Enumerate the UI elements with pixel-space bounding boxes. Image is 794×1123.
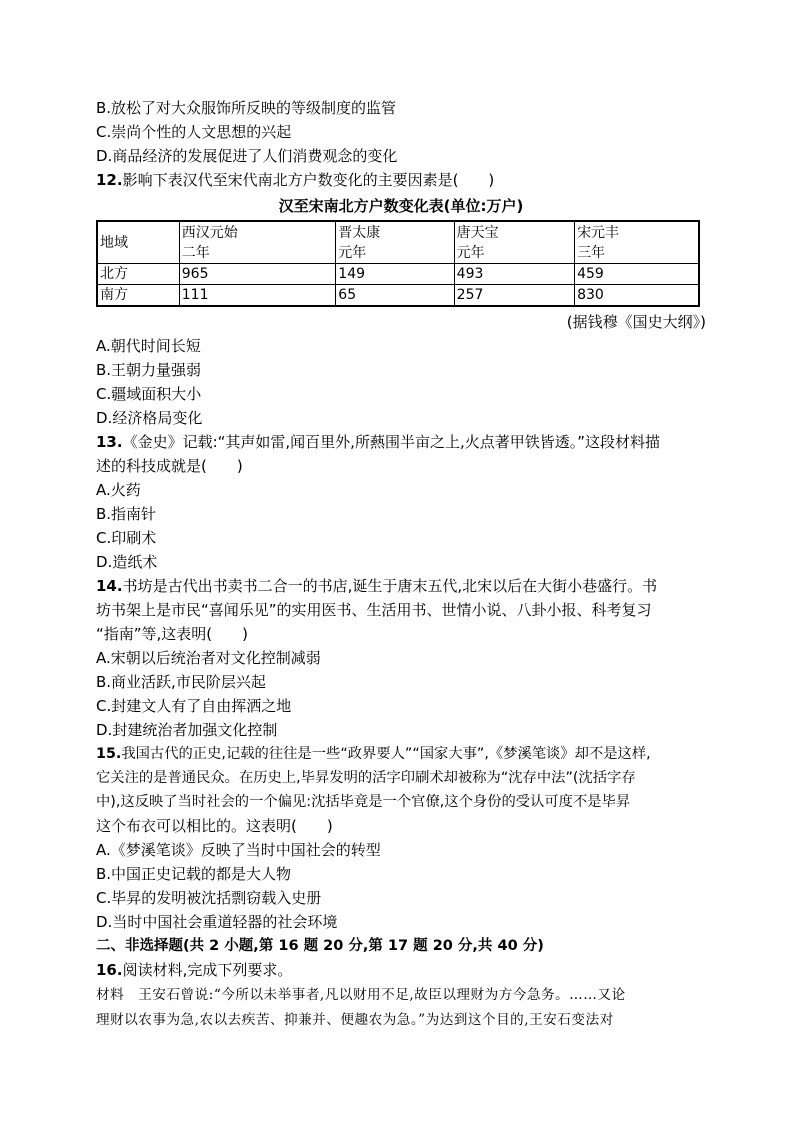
q15-stem-line3: 中),这反映了当时社会的一个偏见:沈括毕竟是一个官僚,这个身份的受认可度不是毕昇 <box>96 794 631 810</box>
table-cell: 459 <box>575 264 699 285</box>
q14-option-d: D.封建统治者加强文化控制 <box>96 721 278 739</box>
table-cell: 65 <box>336 285 454 307</box>
table-cell: 830 <box>575 285 699 307</box>
q12-table-caption: 汉至宋南北方户数变化表(单位:万户) <box>278 197 524 215</box>
q14-stem-line3: “指南”等,这表明( ) <box>96 625 249 643</box>
q15-stem-line2: 它关注的是普通民众。在历史上,毕昇发明的活字印刷术却被称为“沈存中法”(沈括字存 <box>96 770 636 786</box>
q13-stem-line1: 13.《金史》记载:“其声如雷,闻百里外,所爇围半亩之上,火点著甲铁皆透。”这段材料描 <box>96 433 660 451</box>
q14-stem-line1: 14.书坊是古代出书卖书二合一的书店,诞生于唐末五代,北宋以后在大街小巷盛行。书 <box>96 577 658 595</box>
q11-option-b: B.放松了对大众服饰所反映的等级制度的监管 <box>96 99 397 117</box>
q13-option-b: B.指南针 <box>96 505 157 523</box>
q16-stem: 16.阅读材料,完成下列要求。 <box>96 961 293 979</box>
table-cell: 257 <box>454 285 574 307</box>
q16-material-line2: 理财以农事为急,农以去疾苦、抑兼并、便趣农为急。”为达到这个目的,王安石变法对 <box>96 1012 614 1028</box>
header-cell: 唐天宝 元年 <box>454 221 574 264</box>
table-row <box>97 264 699 285</box>
q14-option-c: C.封建文人有了自由挥洒之地 <box>96 697 292 715</box>
q12-table-source: (据钱穆《国史大纲》) <box>566 313 706 331</box>
table-cell: 南方 <box>97 285 179 307</box>
q12-option-d: D.经济格局变化 <box>96 409 203 427</box>
header-cell: 西汉元始 二年 <box>179 221 336 264</box>
q15-option-b: B.中国正史记载的都是大人物 <box>96 865 292 883</box>
q15-stem-line4: 这个布衣可以相比的。这表明( ) <box>96 817 333 835</box>
q14-number: 14. <box>96 577 123 595</box>
table-cell: 965 <box>179 264 336 285</box>
table-header-row <box>97 221 699 264</box>
q14-option-b: B.商业活跃,市民阶层兴起 <box>96 673 266 691</box>
q13-stem-line2: 述的科技成就是( ) <box>96 457 243 475</box>
q15-option-d: D.当时中国社会重道轻器的社会环境 <box>96 913 338 931</box>
q11-option-c: C.崇尚个性的人文思想的兴起 <box>96 123 292 141</box>
q15-stem-line1: 15.我国古代的正史,记载的往往是一些“政界要人”“国家大事”,《梦溪笔谈》却不是这样, <box>96 746 651 762</box>
header-cell: 宋元丰 三年 <box>575 221 699 264</box>
q13-option-c: C.印刷术 <box>96 529 157 547</box>
header-cell: 晋太康 元年 <box>336 221 454 264</box>
q12-stem <box>96 168 494 192</box>
q11-option-d: D.商品经济的发展促进了人们消费观念的变化 <box>96 147 398 165</box>
part2-heading: 二、非选择题(共 2 小题,第 16 题 20 分,第 17 题 20 分,共 40 分) <box>96 938 544 954</box>
q12-option-b: B.王朝力量强弱 <box>96 361 202 379</box>
q12-option-c: C.疆域面积大小 <box>96 385 202 403</box>
q16-material-line1: 材料 王安石曾说:“今所以未举事者,凡以财用不足,故臣以理财为方今急务。……又论 <box>96 987 626 1003</box>
q12-household-table <box>96 220 700 307</box>
q16-number: 16. <box>96 961 123 979</box>
q12-text: 影响下表汉代至宋代南北方户数变化的主要因素是( ) <box>122 171 495 189</box>
table-cell: 111 <box>179 285 336 307</box>
q13-option-d: D.造纸术 <box>96 553 158 571</box>
table-cell: 北方 <box>97 264 179 285</box>
q15-option-c: C.毕昇的发明被沈括剽窃载入史册 <box>96 889 322 907</box>
q14-stem-line2: 坊书架上是市民“喜闻乐见”的实用医书、生活用书、世情小说、八卦小报、科考复习 <box>96 601 652 619</box>
q12-number: 12. <box>96 171 123 189</box>
table-cell: 149 <box>336 264 454 285</box>
table-cell: 493 <box>454 264 574 285</box>
q13-option-a: A.火药 <box>96 481 141 499</box>
q14-option-a: A.宋朝以后统治者对文化控制减弱 <box>96 649 321 667</box>
q15-option-a: A.《梦溪笔谈》反映了当时中国社会的转型 <box>96 841 381 859</box>
q12-option-a: A.朝代时间长短 <box>96 337 201 355</box>
q13-number: 13. <box>96 433 123 451</box>
table-row <box>97 285 699 307</box>
header-cell: 地域 <box>97 221 179 264</box>
q15-number: 15. <box>96 746 122 762</box>
